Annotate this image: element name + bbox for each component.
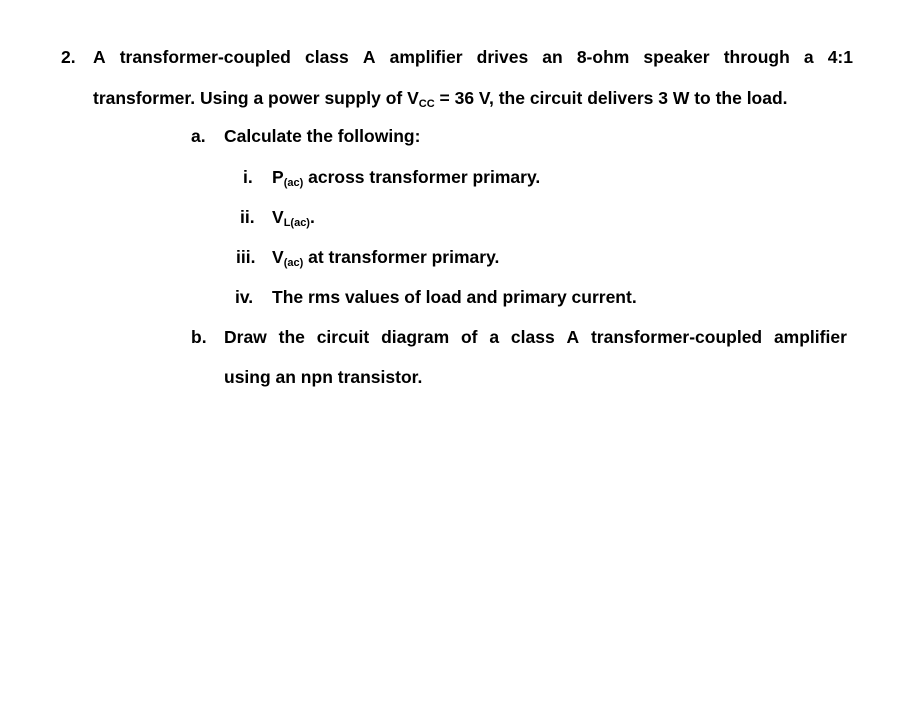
word: through	[723, 47, 790, 67]
word: diagram	[381, 327, 450, 347]
part-a-marker: a.	[191, 126, 206, 146]
part-a-text: Calculate the following:	[224, 126, 421, 146]
item-ii-subscript: L(ac)	[283, 217, 310, 229]
part-b-line-2: using an npn transistor.	[224, 367, 423, 387]
item-iv-marker: iv.	[235, 287, 254, 307]
question-intro-line-2	[93, 87, 788, 109]
word: A	[362, 47, 376, 67]
word: the	[278, 327, 305, 347]
item-iii-marker: iii.	[236, 247, 256, 267]
question-intro-line-1	[93, 46, 853, 68]
word: A	[93, 47, 106, 67]
item-iii-text: $V_{(ac)}$ at transformer primary.	[272, 247, 500, 269]
item-ii-text: $V_{L(ac)}$.	[272, 207, 315, 229]
word: 4:1	[827, 47, 853, 67]
word: drives	[476, 47, 529, 67]
word: amplifier	[773, 327, 847, 347]
word: speaker	[643, 47, 710, 67]
word: amplifier	[389, 47, 463, 67]
word: class	[510, 327, 555, 347]
word: Draw	[224, 327, 267, 347]
item-i-marker: i.	[243, 167, 253, 187]
part-b-line-1	[224, 326, 847, 348]
word: circuit	[316, 327, 370, 347]
item-ii-marker: ii.	[240, 207, 255, 227]
word: transformer-coupled	[590, 327, 763, 347]
word: a	[803, 47, 814, 67]
intro-line2-post: = 36 V, the circuit delivers 3 W to the load.	[434, 88, 788, 108]
item-i-subscript: (ac)	[283, 177, 304, 189]
word: class	[304, 47, 349, 67]
word: an	[542, 47, 563, 67]
word: A	[566, 327, 580, 347]
intro-line2-pre: transformer. Using a power supply of V	[93, 88, 419, 108]
word: a	[489, 327, 500, 347]
word: transformer-coupled	[119, 47, 291, 67]
item-iv-text: The rms values of load and primary current.	[272, 287, 637, 307]
word: 8-ohm	[576, 47, 630, 67]
question-number: 2.	[61, 47, 76, 67]
item-i-text: $P_{(ac)}$ across transformer primary.	[272, 167, 541, 189]
vcc-subscript: CC	[418, 98, 435, 110]
word: of	[460, 327, 478, 347]
item-iii-subscript: (ac)	[283, 257, 304, 269]
part-b-marker: b.	[191, 327, 207, 347]
